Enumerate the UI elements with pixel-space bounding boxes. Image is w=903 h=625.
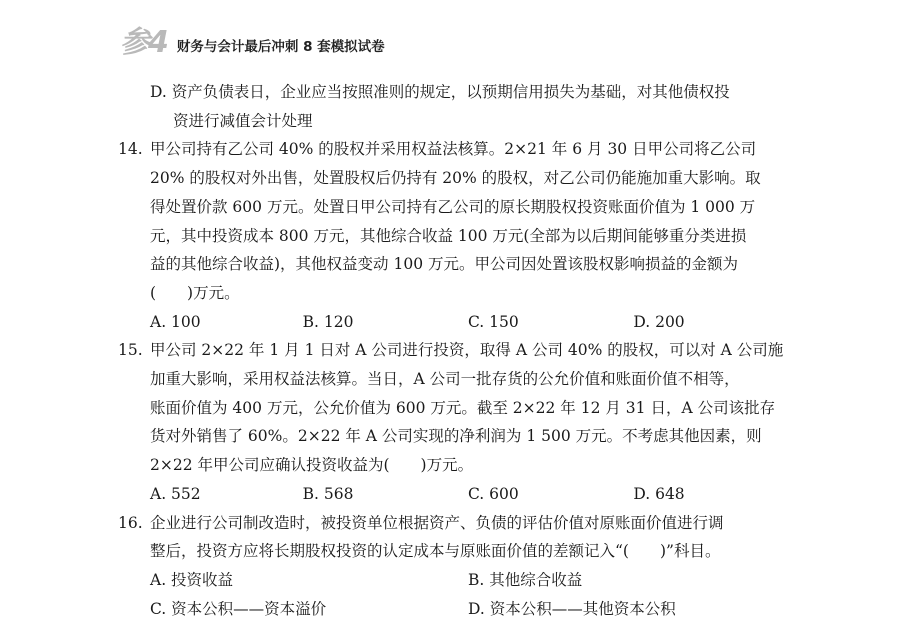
option-a[interactable]: A. 投资收益 xyxy=(150,570,234,589)
option-b[interactable]: B. 其他综合收益 xyxy=(468,570,583,589)
option-c[interactable]: C. 600 xyxy=(468,484,519,503)
question-text-line: 甲公司持有乙公司 40% 的股权并采用权益法核算。2×21 年 6 月 30 日甲公司将乙公司 xyxy=(150,140,757,159)
previous-question-option-d xyxy=(118,78,786,135)
option-b[interactable]: B. 120 xyxy=(302,312,354,331)
question-14 xyxy=(118,135,786,336)
question-text-line: 加重大影响，采用权益法核算。当日，A 公司一批存货的公允价值和账面价值不相等， xyxy=(150,370,740,389)
question-number: 16. xyxy=(118,513,143,532)
answer-options xyxy=(118,480,786,509)
question-text-line: 甲公司 2×22 年 1 月 1 日对 A 公司进行投资，取得 A 公司 40% 的股权，可以对 A 公司施 xyxy=(150,341,784,360)
option-d[interactable]: D. 资本公积——其他资本公积 xyxy=(468,599,676,618)
question-number: 14. xyxy=(118,140,143,159)
question-text-line: 企业进行公司制改造时，被投资单位根据资产、负债的评估价值对原账面价值进行调 xyxy=(150,513,724,532)
question-text-line: 得处置价款 600 万元。处置日甲公司持有乙公司的原长期股权投资账面价值为 1 000 万 xyxy=(150,197,756,216)
question-text-line: 货对外销售了 60%。2×22 年 A 公司实现的净利润为 1 500 万元。不考虑其他因素，则 xyxy=(150,427,762,446)
book-logo: 参4 xyxy=(120,25,167,60)
option-text-line: D. 资产负债表日，企业应当按照准则的规定，以预期信用损失为基础，对其他债权投 xyxy=(150,83,730,101)
question-text-line: 账面价值为 400 万元，公允价值为 600 万元。截至 2×22 年 12 月 31 日，A 公司该批存 xyxy=(150,398,776,417)
question-text-line: 2×22 年甲公司应确认投资收益为( )万元。 xyxy=(150,456,474,475)
option-a[interactable]: A. 552 xyxy=(150,484,201,503)
answer-options xyxy=(118,308,786,337)
option-c[interactable]: C. 资本公积——资本溢价 xyxy=(150,599,327,618)
question-text-line: 整后，投资方应将长期股权投资的认定成本与原账面价值的差额记入“( )”科目。 xyxy=(150,542,721,561)
question-text-line: 元，其中投资成本 800 万元，其他综合收益 100 万元(全部为以后期间能够重分类进损 xyxy=(150,226,747,245)
option-a[interactable]: A. 100 xyxy=(150,312,201,331)
option-d[interactable]: D. 200 xyxy=(633,312,685,331)
answer-options xyxy=(118,566,786,595)
question-text-line: 20% 的股权对外出售，处置股权后仍持有 20% 的股权，对乙公司仍能施加重大影响。取 xyxy=(150,169,761,188)
option-c[interactable]: C. 150 xyxy=(468,312,519,331)
option-text-line: 资进行减值会计处理 xyxy=(173,111,313,130)
question-number: 15. xyxy=(118,341,143,360)
option-b[interactable]: B. 568 xyxy=(302,484,354,503)
question-text-line: 益的其他综合收益)，其他权益变动 100 万元。甲公司因处置该股权影响损益的金额为 xyxy=(150,255,738,274)
question-16 xyxy=(118,509,786,624)
page-content xyxy=(118,78,786,623)
page-header xyxy=(120,18,385,58)
answer-options xyxy=(118,595,786,624)
option-d[interactable]: D. 648 xyxy=(633,484,685,503)
question-text-line: ( )万元。 xyxy=(150,283,240,302)
book-title: 财务与会计最后冲刺 8 套模拟试卷 xyxy=(176,39,385,55)
question-15 xyxy=(118,336,786,508)
